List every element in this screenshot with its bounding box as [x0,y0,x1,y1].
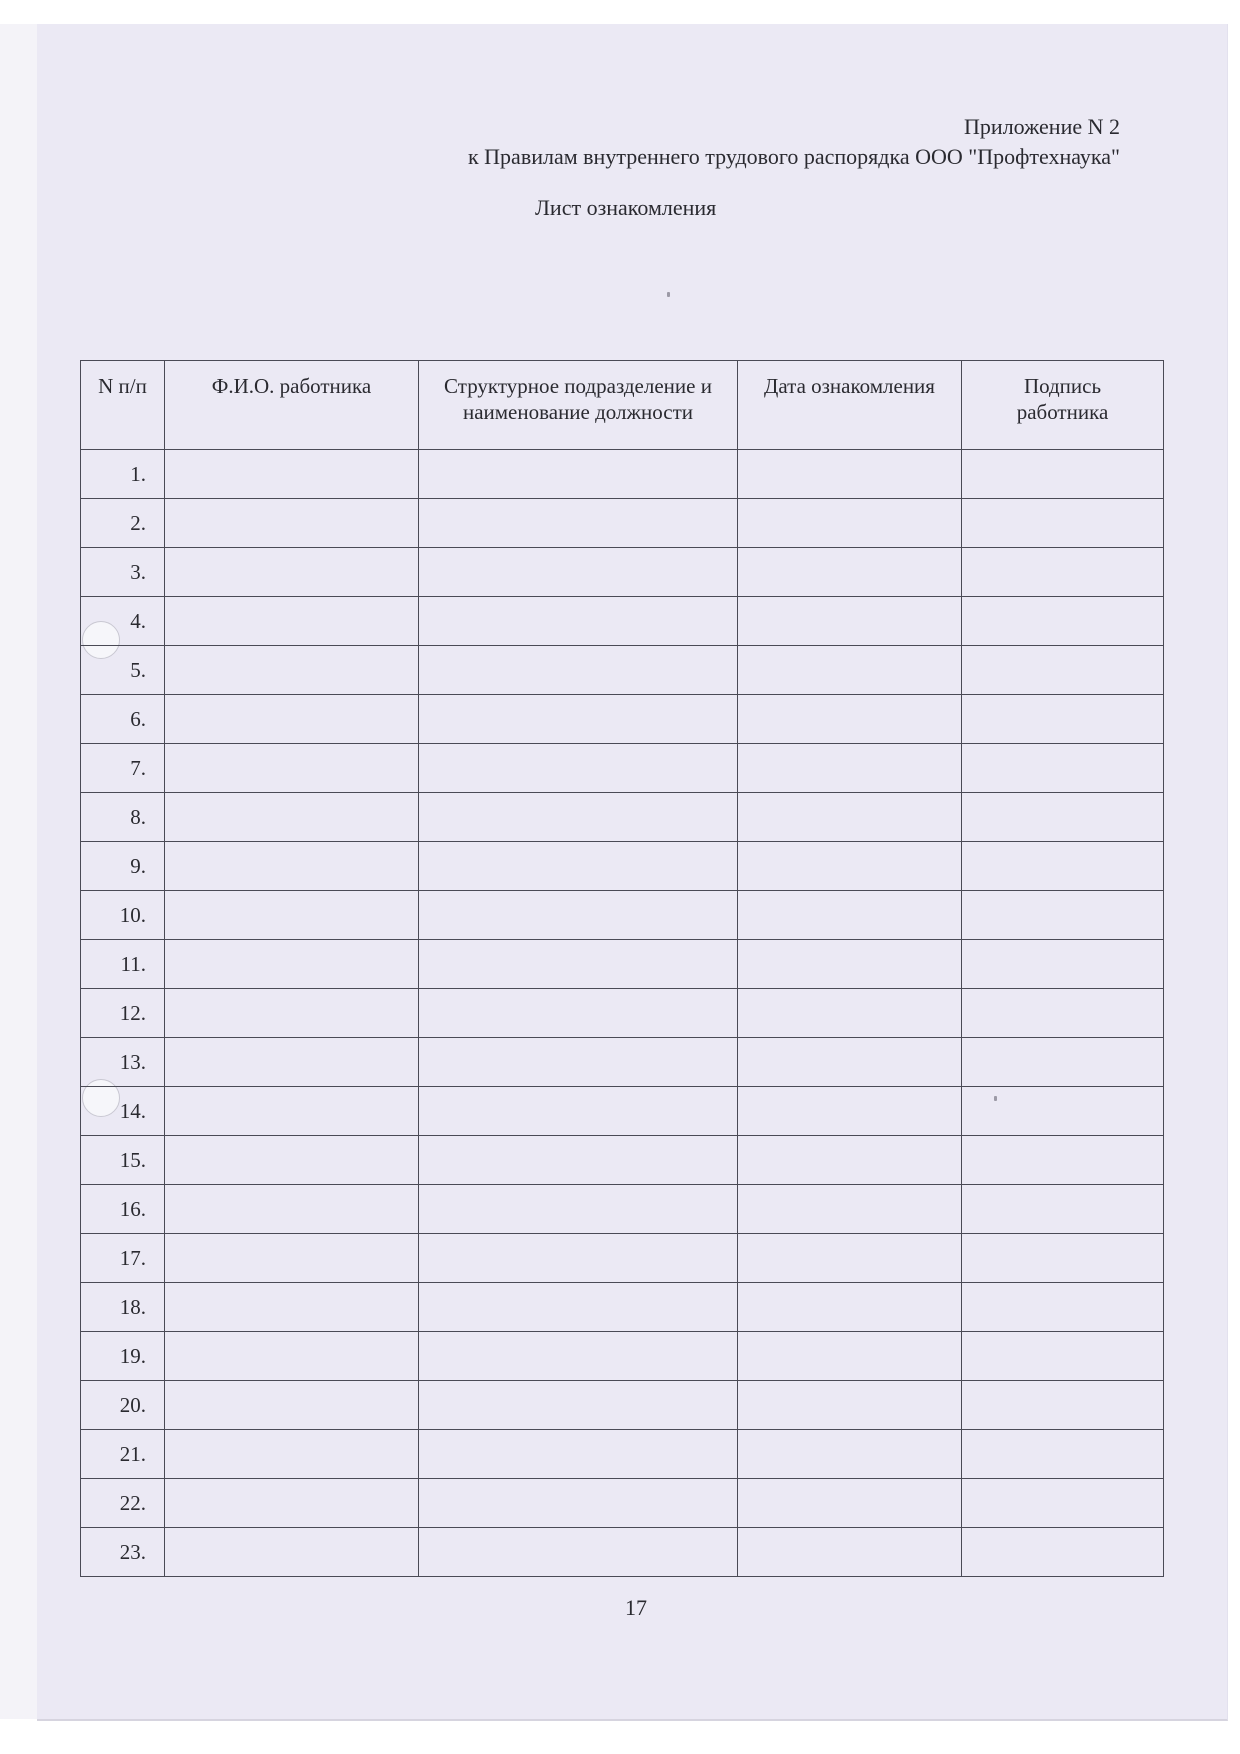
page-number: 17 [625,1595,647,1620]
acknowledgement-table [80,360,1164,1577]
row-number-cell: 11. [81,940,165,989]
date-cell[interactable] [738,695,962,744]
date-cell[interactable] [738,499,962,548]
row-number-cell: 7. [81,744,165,793]
row-number-cell: 8. [81,793,165,842]
department-position-cell[interactable] [419,1381,738,1430]
employee-name-cell[interactable] [165,842,419,891]
employee-name-cell[interactable] [165,1479,419,1528]
employee-name-cell[interactable] [165,1234,419,1283]
department-position-cell[interactable] [419,548,738,597]
department-position-cell[interactable] [419,499,738,548]
department-position-cell[interactable] [419,1528,738,1577]
date-cell[interactable] [738,1528,962,1577]
employee-name-cell[interactable] [165,744,419,793]
table-row [81,1479,1164,1528]
signature-cell[interactable] [962,450,1164,499]
table-row [81,499,1164,548]
department-position-cell[interactable] [419,793,738,842]
scan-speck [667,292,670,297]
date-cell[interactable] [738,548,962,597]
date-cell[interactable] [738,1087,962,1136]
signature-cell[interactable] [962,793,1164,842]
signature-cell[interactable] [962,989,1164,1038]
signature-cell[interactable] [962,891,1164,940]
table-row [81,450,1164,499]
row-number-cell: 2. [81,499,165,548]
employee-name-cell[interactable] [165,450,419,499]
table-row [81,695,1164,744]
signature-cell[interactable] [962,1283,1164,1332]
table-row [81,891,1164,940]
employee-name-cell[interactable] [165,1136,419,1185]
table-row [81,1430,1164,1479]
signature-cell[interactable] [962,646,1164,695]
table-row [81,1332,1164,1381]
table-row [81,1381,1164,1430]
column-header-number: N п/п [81,361,165,450]
row-number-cell: 21. [81,1430,165,1479]
table-row [81,842,1164,891]
department-position-cell[interactable] [419,1479,738,1528]
signature-cell[interactable] [962,1430,1164,1479]
employee-name-cell[interactable] [165,940,419,989]
date-cell[interactable] [738,891,962,940]
employee-name-cell[interactable] [165,989,419,1038]
row-number-cell: 3. [81,548,165,597]
row-number-cell: 16. [81,1185,165,1234]
row-number-cell: 19. [81,1332,165,1381]
row-number-cell: 14. [81,1087,165,1136]
appendix-rules-reference: к Правилам внутреннего трудового распорядка ООО "Профтехнаука" [467,144,1120,169]
signature-cell[interactable] [962,940,1164,989]
date-cell[interactable] [738,597,962,646]
row-number-cell: 23. [81,1528,165,1577]
employee-name-cell[interactable] [165,499,419,548]
row-number-cell: 1. [81,450,165,499]
table-row [81,1136,1164,1185]
row-number-cell: 6. [81,695,165,744]
date-cell[interactable] [738,1283,962,1332]
signature-cell[interactable] [962,1332,1164,1381]
table-row [81,597,1164,646]
scan-margin [0,24,37,1719]
table-row [81,1528,1164,1577]
column-header-department-position: Структурное подразделение и наименование должности [419,361,738,450]
department-position-cell[interactable] [419,695,738,744]
signature-cell[interactable] [962,597,1164,646]
department-position-cell[interactable] [419,1430,738,1479]
column-header-employee-name: Ф.И.О. работника [165,361,419,450]
signature-cell[interactable] [962,744,1164,793]
table-row [81,1087,1164,1136]
signature-cell[interactable] [962,548,1164,597]
employee-name-cell[interactable] [165,1381,419,1430]
table-header-row [81,361,1164,450]
table-row [81,940,1164,989]
table-row [81,793,1164,842]
document-title: Лист ознакомления [535,195,717,220]
department-position-cell[interactable] [419,1332,738,1381]
signature-cell[interactable] [962,1038,1164,1087]
employee-name-cell[interactable] [165,1185,419,1234]
date-cell[interactable] [738,1479,962,1528]
table-row [81,1234,1164,1283]
row-number-cell: 9. [81,842,165,891]
appendix-number: Приложение N 2 [964,114,1120,139]
employee-name-cell[interactable] [165,1528,419,1577]
employee-name-cell[interactable] [165,1038,419,1087]
signature-cell[interactable] [962,842,1164,891]
date-cell[interactable] [738,1038,962,1087]
department-position-cell[interactable] [419,1234,738,1283]
department-position-cell[interactable] [419,1087,738,1136]
row-number-cell: 22. [81,1479,165,1528]
date-cell[interactable] [738,1185,962,1234]
table-body [81,450,1164,1577]
row-number-cell: 20. [81,1381,165,1430]
department-position-cell[interactable] [419,450,738,499]
department-position-cell[interactable] [419,597,738,646]
row-number-cell: 5. [81,646,165,695]
employee-name-cell[interactable] [165,548,419,597]
date-cell[interactable] [738,940,962,989]
table-row [81,548,1164,597]
row-number-cell: 15. [81,1136,165,1185]
employee-name-cell[interactable] [165,793,419,842]
signature-cell[interactable] [962,1185,1164,1234]
signature-cell[interactable] [962,499,1164,548]
table-row [81,989,1164,1038]
employee-name-cell[interactable] [165,597,419,646]
table-row [81,1185,1164,1234]
employee-name-cell[interactable] [165,1087,419,1136]
department-position-cell[interactable] [419,842,738,891]
employee-name-cell[interactable] [165,1283,419,1332]
date-cell[interactable] [738,842,962,891]
signature-cell[interactable] [962,1528,1164,1577]
date-cell[interactable] [738,989,962,1038]
date-cell[interactable] [738,1430,962,1479]
date-cell[interactable] [738,1136,962,1185]
table-row [81,646,1164,695]
appendix-reference [468,112,1120,172]
department-position-cell[interactable] [419,940,738,989]
column-header-signature: Подпись работника [962,361,1164,450]
employee-name-cell[interactable] [165,891,419,940]
row-number-cell: 17. [81,1234,165,1283]
signature-cell[interactable] [962,1087,1164,1136]
employee-name-cell[interactable] [165,1332,419,1381]
row-number-cell: 18. [81,1283,165,1332]
department-position-cell[interactable] [419,744,738,793]
column-header-date: Дата ознакомления [738,361,962,450]
employee-name-cell[interactable] [165,695,419,744]
date-cell[interactable] [738,1332,962,1381]
table-row [81,1283,1164,1332]
department-position-cell[interactable] [419,1185,738,1234]
date-cell[interactable] [738,646,962,695]
signature-cell[interactable] [962,695,1164,744]
row-number-cell: 12. [81,989,165,1038]
department-position-cell[interactable] [419,1283,738,1332]
date-cell[interactable] [738,744,962,793]
signature-cell[interactable] [962,1381,1164,1430]
row-number-cell: 4. [81,597,165,646]
signature-cell[interactable] [962,1234,1164,1283]
date-cell[interactable] [738,1234,962,1283]
signature-cell[interactable] [962,1136,1164,1185]
employee-name-cell[interactable] [165,646,419,695]
department-position-cell[interactable] [419,891,738,940]
department-position-cell[interactable] [419,1038,738,1087]
row-number-cell: 10. [81,891,165,940]
row-number-cell: 13. [81,1038,165,1087]
date-cell[interactable] [738,793,962,842]
department-position-cell[interactable] [419,646,738,695]
signature-cell[interactable] [962,1479,1164,1528]
employee-name-cell[interactable] [165,1430,419,1479]
department-position-cell[interactable] [419,989,738,1038]
date-cell[interactable] [738,1381,962,1430]
table-row [81,744,1164,793]
table-row [81,1038,1164,1087]
department-position-cell[interactable] [419,1136,738,1185]
date-cell[interactable] [738,450,962,499]
